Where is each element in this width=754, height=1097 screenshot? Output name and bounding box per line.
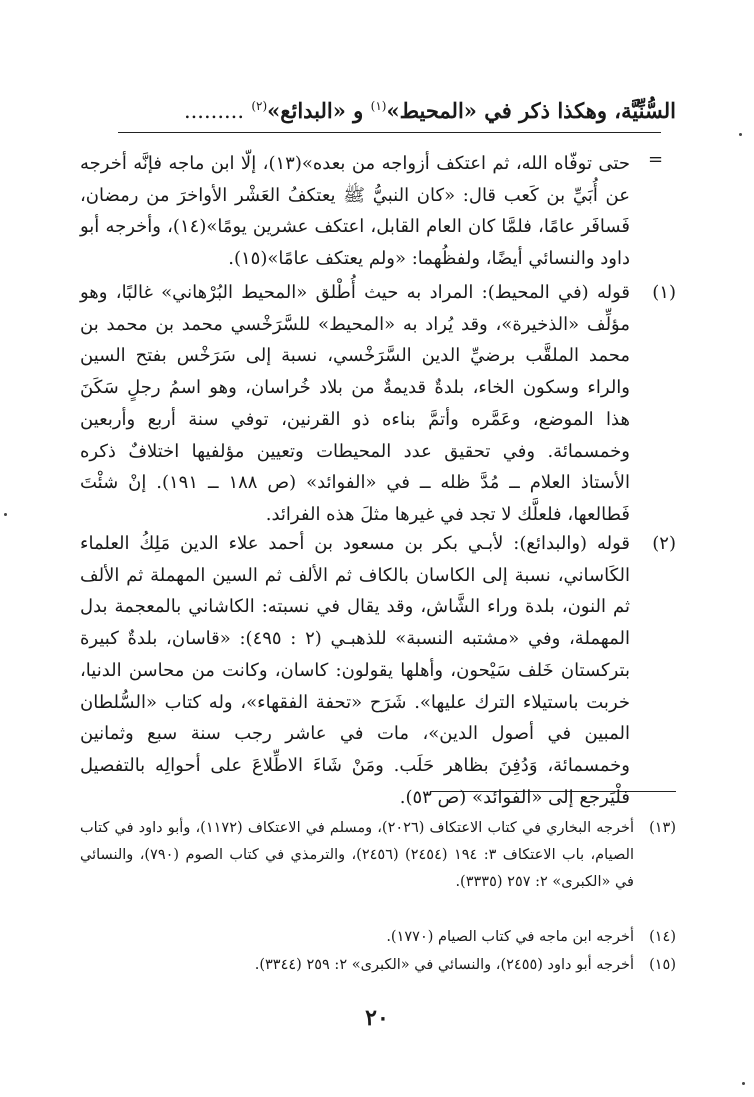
header-ref-2: (٢)	[251, 99, 268, 113]
page-number: ٢٠	[365, 1005, 389, 1031]
footnote-separator	[430, 791, 676, 792]
carried-over-paragraph: حتى توفّاه الله، ثم اعتكف أزواجه من بعده»(١٣)، إلّا ابن ماجه فإنَّه أخرجه عن أُبَيِّ بن كَعب قال: «كان النبيُّ ﷺ يعتكفُ العَشْر الأواخرَ من رمضان، فَسافَر عامًا، فلمَّا كان العام القابل، اعتكف عشرين يومًا»(١٤)، وأخرجه أبو داود والنسائي أيضًا، ولفظُهما: «ولم يعتكف عامًا»(١٥).	[80, 153, 630, 270]
footnote-14	[80, 924, 676, 952]
continuation-mark: =	[648, 149, 664, 170]
note-number: (١)	[652, 282, 676, 303]
commentary-note-1	[80, 277, 676, 527]
footnote-text: أخرجه ابن ماجه في كتاب الصيام (١٧٧٠).	[386, 929, 634, 945]
scan-speck	[739, 133, 742, 136]
note-text: قوله (في المحيط): المراد به حيث أُطْلق «المحيط البُرْهاني» غالبًا، وهو مؤلِّف «الذخيرة»، وقد يُراد به «المحيط» للسَّرَخْسي محمد بن محمد بن محمد الملقَّب برضيِّ الدين السَّرَخْسي، نسبة إلى سَرَخْس بفتح السين والراء وسكون الخاء، بلدةٌ قديمةٌ من بلاد خُراسان، وهو اسمُ رجلٍ سَكَنَ هذا الموضع، وعَمَّره وأتمَّ بناءه ذو القرنين، توفي سنة أربع وأربعين وخمسمائة. وفي تحقيق عدد المحيطات وتعيين مؤلفيها اختلافٌ ذكره الأستاذ العلام ــ مُدَّ ظله ــ في «الفوائد» (ص ١٨٨ ــ ١٩١). إنْ شئْتَ فَطالعها، فلعلَّك لا تجد في غيرها مثلَ هذه الفرائد.	[80, 282, 630, 525]
running-title: السُّنِّيَّة، وهكذا ذكر في «المحيط»	[386, 98, 676, 123]
footnote-number: (١٤)	[649, 929, 676, 945]
scan-speck	[4, 513, 7, 516]
footnote-number: (١٣)	[649, 820, 676, 836]
commentary-note-2	[80, 528, 676, 808]
header-dots: .........	[183, 99, 245, 123]
running-header	[80, 86, 676, 126]
footnote-15	[80, 952, 676, 980]
footnote-text: أخرجه أبو داود (٢٤٥٥)، والنسائي في «الكبرى» ٢: ٢٥٩ (٣٣٤٤).	[254, 957, 634, 973]
header-ref-1: (١)	[370, 99, 387, 113]
footnote-13	[80, 815, 676, 900]
note-number: (٢)	[652, 533, 676, 554]
header-rule	[118, 132, 661, 133]
scan-speck	[742, 1082, 745, 1085]
header-connector: و «البدائع»	[267, 98, 371, 123]
footnote-number: (١٥)	[649, 957, 676, 973]
footnote-text: أخرجه البخاري في كتاب الاعتكاف (٢٠٢٦)، ومسلم في الاعتكاف (١١٧٢)، وأبو داود في كتاب الصيام، باب الاعتكاف ٣: ١٩٤ (٢٤٥٤) (٢٤٥٦)، والترمذي في كتاب الصوم (٧٩٠)، والنسائي في «الكبرى» ٢: ٢٥٧ (٣٣٣٥).	[80, 820, 635, 890]
note-text: قوله (والبدائع): لأبـي بكر بن مسعود بن أحمد علاء الدين مَلِكُ العلماء الكَاساني، نسبة إلى الكاسان بالكاف ثم الألف ثم السين المهملة ثم الألف ثم النون، بلدة وراء الشَّاش، وقد يقال في نسبته: الكاشاني بالمعجمة بدل المهملة، وفي «مشتبه النسبة» للذهبـي (٢ : ٤٩٥): «قاسان، بلدةٌ كبيرة بتركستان خَلف سَيْحون، وأهلها يقولون: كاسان، وكانت من محاسن الدنيا، خربت باستيلاء الترك عليها». شَرَح «تحفة الفقهاء»، وله كتاب «السُّلطان المبين في أصول الدين»، مات في عاشر رجب سنة سبع وثمانين وخمسمائة، وَدُفِنَ بظاهر حَلَب. ومَنْ شَاءَ الاطِّلاعَ على أحوالِه بالتفصيل فلْيَرجع إلى «الفوائد» (ص ٥٣).	[80, 533, 630, 808]
